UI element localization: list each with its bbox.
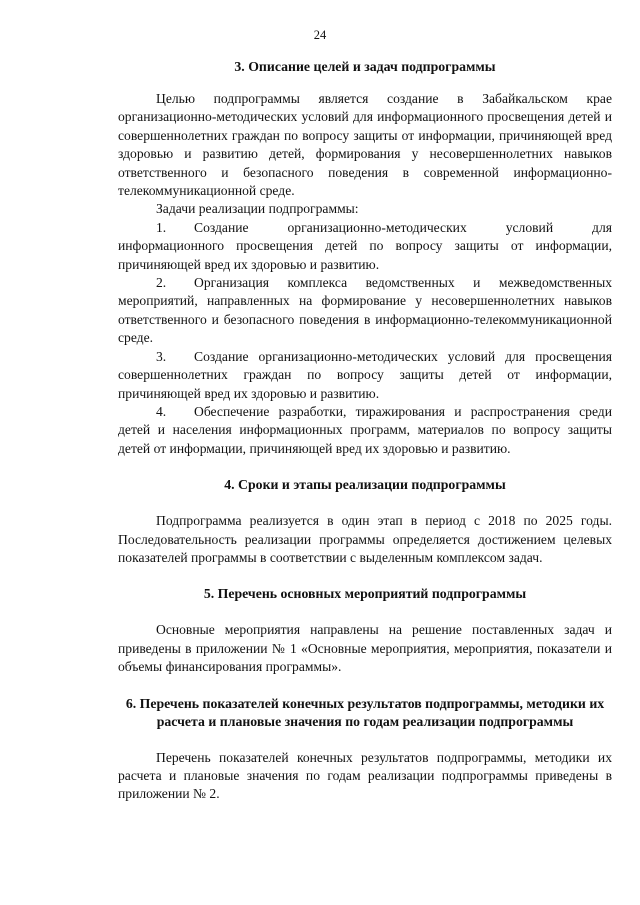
- task-number: 1.: [156, 219, 167, 235]
- task-item: [118, 219, 612, 274]
- section-6-title: 6. Перечень показателей конечных результатов подпрограммы, методики их расчета и плановые значения по годам реализации подпрограммы: [125, 695, 605, 729]
- task-number: 3.: [156, 348, 167, 364]
- section-3-title: 3. Описание целей и задач подпрограммы: [234, 59, 496, 74]
- tasks-label: Задачи реализации подпрограммы:: [156, 201, 359, 217]
- section-5-paragraph: Основные мероприятия направлены на решение поставленных задач и приведены в приложении № 1 «Основные мероприятия, мероприятия, показатели и объемы финансирования программы».: [118, 622, 612, 675]
- section-5-title: 5. Перечень основных мероприятий подпрограммы: [203, 586, 527, 602]
- task-number: 2.: [156, 275, 167, 291]
- task-text: Создание организационно-методических условий для просвещения совершеннолетних граждан по вопросу защиты детей от информации, причиняющей вред их здоровью и развитию.: [118, 348, 612, 401]
- task-item: [118, 348, 612, 403]
- document-body: [118, 58, 612, 804]
- task-item: [118, 403, 612, 458]
- section-3-goal-paragraph: Целью подпрограммы является создание в Забайкальском крае организационно-методических условий для информационного просвещения детей и совершеннолетних граждан по вопросу защиты от информации, причиняющей вред здоровью и развитию детей, формирования у несовершеннолетних навыков ответственного и безопасного поведения в современной информационно-телекоммуникационной среде.: [118, 91, 612, 199]
- task-text: Обеспечение разработки, тиражирования и распространения среди детей и населения информационных программ, материалов по вопросу защиты детей от информации, причиняющей вред их здоровью и развитию.: [118, 403, 612, 456]
- task-number: 4.: [156, 403, 167, 419]
- task-text: Организация комплекса ведомственных и межведомственных мероприятий, направленных на формирование у несовершеннолетних навыков ответственного и безопасного поведения в информационно-телекоммуникационной среде.: [118, 275, 612, 346]
- page-number: 24: [313, 28, 327, 42]
- section-4-paragraph: Подпрограмма реализуется в один этап в период с 2018 по 2025 годы. Последовательность реализации программы определяется достижением целевых показателей программы в соответствии с выделенным комплексом задач.: [118, 513, 612, 565]
- section-6-paragraph: Перечень показателей конечных результатов подпрограммы, методики их расчета и плановые значения по годам реализации подпрограммы приведены в приложении № 2.: [118, 749, 612, 802]
- task-item: [118, 274, 612, 348]
- task-text: Создание организационно-методических условий для информационного просвещения детей по вопросу защиты от информации, причиняющей вред их здоровью и развитию.: [118, 219, 612, 272]
- section-4-title: 4. Сроки и этапы реализации подпрограммы: [224, 477, 506, 493]
